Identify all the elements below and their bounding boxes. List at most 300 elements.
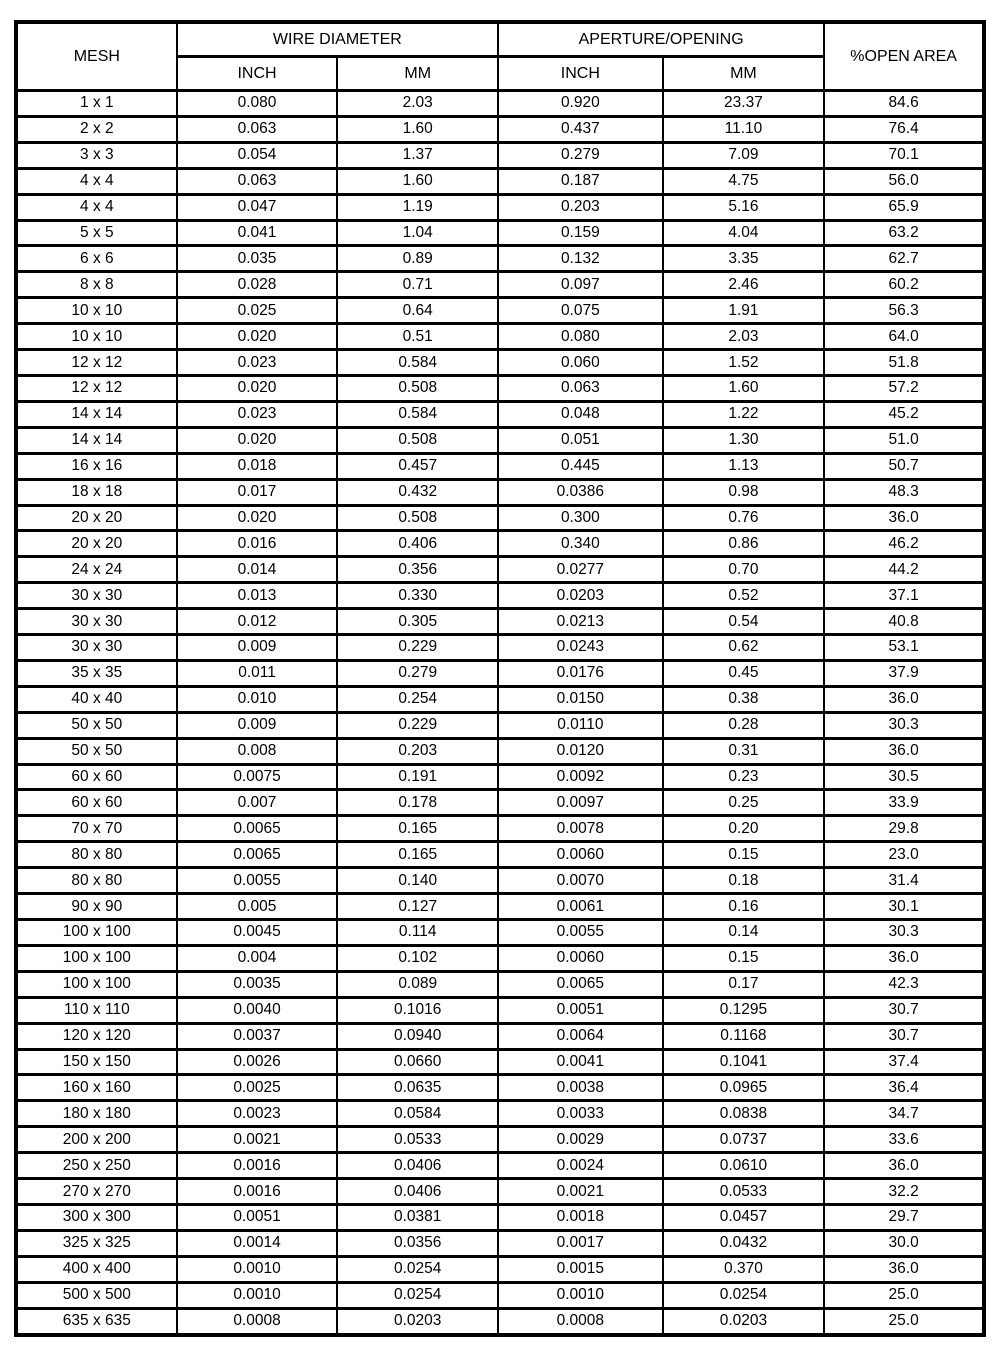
table-row	[16, 168, 984, 194]
value-cell: 84.6	[824, 91, 984, 117]
value-cell: 0.0021	[177, 1127, 338, 1153]
value-cell: 36.0	[824, 505, 984, 531]
mesh-cell: 250 x 250	[16, 1153, 177, 1179]
value-cell: 0.14	[663, 920, 825, 946]
mesh-cell: 12 x 12	[16, 350, 177, 376]
table-body	[16, 91, 984, 1336]
table-row	[16, 1049, 984, 1075]
value-cell: 0.028	[177, 272, 338, 298]
value-cell: 0.584	[337, 401, 498, 427]
value-cell: 0.0045	[177, 920, 338, 946]
value-cell: 0.300	[498, 505, 663, 531]
value-cell: 0.0008	[498, 1308, 663, 1335]
value-cell: 0.080	[498, 324, 663, 350]
table-row	[16, 401, 984, 427]
table-row	[16, 583, 984, 609]
value-cell: 0.023	[177, 350, 338, 376]
value-cell: 0.28	[663, 712, 825, 738]
value-cell: 0.132	[498, 246, 663, 272]
value-cell: 0.0010	[177, 1282, 338, 1308]
table-row	[16, 868, 984, 894]
mesh-cell: 50 x 50	[16, 738, 177, 764]
value-cell: 0.445	[498, 453, 663, 479]
value-cell: 0.203	[498, 194, 663, 220]
value-cell: 0.0381	[337, 1204, 498, 1230]
value-cell: 30.1	[824, 894, 984, 920]
value-cell: 0.0406	[337, 1179, 498, 1205]
value-cell: 1.91	[663, 298, 825, 324]
table-row	[16, 1179, 984, 1205]
table-row	[16, 142, 984, 168]
value-cell: 0.018	[177, 453, 338, 479]
value-cell: 0.437	[498, 116, 663, 142]
mesh-cell: 18 x 18	[16, 479, 177, 505]
value-cell: 0.17	[663, 971, 825, 997]
value-cell: 36.0	[824, 945, 984, 971]
value-cell: 0.1295	[663, 997, 825, 1023]
value-cell: 0.229	[337, 635, 498, 661]
value-cell: 0.18	[663, 868, 825, 894]
value-cell: 0.0051	[498, 997, 663, 1023]
value-cell: 0.508	[337, 505, 498, 531]
value-cell: 4.75	[663, 168, 825, 194]
value-cell: 0.023	[177, 401, 338, 427]
value-cell: 0.0023	[177, 1101, 338, 1127]
value-cell: 3.35	[663, 246, 825, 272]
table-row	[16, 1127, 984, 1153]
mesh-cell: 24 x 24	[16, 557, 177, 583]
value-cell: 33.9	[824, 790, 984, 816]
value-cell: 0.089	[337, 971, 498, 997]
value-cell: 51.8	[824, 350, 984, 376]
value-cell: 0.0065	[177, 816, 338, 842]
table-row	[16, 324, 984, 350]
header-open-area: %OPEN AREA	[824, 22, 984, 91]
value-cell: 0.64	[337, 298, 498, 324]
value-cell: 36.0	[824, 1153, 984, 1179]
value-cell: 37.9	[824, 660, 984, 686]
value-cell: 51.0	[824, 427, 984, 453]
value-cell: 0.054	[177, 142, 338, 168]
value-cell: 30.7	[824, 1023, 984, 1049]
value-cell: 33.6	[824, 1127, 984, 1153]
value-cell: 0.0277	[498, 557, 663, 583]
value-cell: 2.03	[337, 91, 498, 117]
mesh-cell: 120 x 120	[16, 1023, 177, 1049]
table-row	[16, 635, 984, 661]
value-cell: 0.0010	[177, 1256, 338, 1282]
table-row	[16, 531, 984, 557]
value-cell: 0.0029	[498, 1127, 663, 1153]
mesh-cell: 6 x 6	[16, 246, 177, 272]
header-wire-mm: MM	[337, 57, 498, 91]
value-cell: 36.4	[824, 1075, 984, 1101]
value-cell: 5.16	[663, 194, 825, 220]
table-row	[16, 920, 984, 946]
value-cell: 0.060	[498, 350, 663, 376]
value-cell: 0.0097	[498, 790, 663, 816]
value-cell: 34.7	[824, 1101, 984, 1127]
value-cell: 53.1	[824, 635, 984, 661]
value-cell: 0.0406	[337, 1153, 498, 1179]
value-cell: 0.011	[177, 660, 338, 686]
value-cell: 25.0	[824, 1282, 984, 1308]
value-cell: 23.37	[663, 91, 825, 117]
value-cell: 76.4	[824, 116, 984, 142]
mesh-cell: 110 x 110	[16, 997, 177, 1023]
mesh-cell: 20 x 20	[16, 531, 177, 557]
header-aperture-inch: INCH	[498, 57, 663, 91]
value-cell: 1.60	[663, 375, 825, 401]
table-row	[16, 712, 984, 738]
value-cell: 0.0203	[498, 583, 663, 609]
value-cell: 0.86	[663, 531, 825, 557]
value-cell: 0.15	[663, 842, 825, 868]
value-cell: 0.254	[337, 686, 498, 712]
value-cell: 0.008	[177, 738, 338, 764]
value-cell: 0.0014	[177, 1230, 338, 1256]
value-cell: 0.76	[663, 505, 825, 531]
value-cell: 4.04	[663, 220, 825, 246]
mesh-cell: 14 x 14	[16, 401, 177, 427]
value-cell: 0.508	[337, 375, 498, 401]
value-cell: 0.0025	[177, 1075, 338, 1101]
value-cell: 0.0243	[498, 635, 663, 661]
value-cell: 0.0065	[498, 971, 663, 997]
value-cell: 0.70	[663, 557, 825, 583]
value-cell: 0.0038	[498, 1075, 663, 1101]
value-cell: 0.178	[337, 790, 498, 816]
value-cell: 0.0356	[337, 1230, 498, 1256]
mesh-cell: 1 x 1	[16, 91, 177, 117]
mesh-cell: 40 x 40	[16, 686, 177, 712]
value-cell: 70.1	[824, 142, 984, 168]
value-cell: 0.51	[337, 324, 498, 350]
value-cell: 0.229	[337, 712, 498, 738]
value-cell: 37.4	[824, 1049, 984, 1075]
value-cell: 0.009	[177, 635, 338, 661]
mesh-cell: 2 x 2	[16, 116, 177, 142]
value-cell: 0.0015	[498, 1256, 663, 1282]
mesh-cell: 150 x 150	[16, 1049, 177, 1075]
value-cell: 0.191	[337, 764, 498, 790]
mesh-cell: 635 x 635	[16, 1308, 177, 1335]
value-cell: 0.140	[337, 868, 498, 894]
mesh-cell: 30 x 30	[16, 583, 177, 609]
value-cell: 0.020	[177, 324, 338, 350]
value-cell: 0.0457	[663, 1204, 825, 1230]
table-row	[16, 764, 984, 790]
header-wire-diameter: WIRE DIAMETER	[177, 22, 498, 57]
mesh-specification-table	[14, 20, 986, 1337]
mesh-cell: 160 x 160	[16, 1075, 177, 1101]
value-cell: 0.159	[498, 220, 663, 246]
value-cell: 0.0635	[337, 1075, 498, 1101]
value-cell: 0.0254	[337, 1282, 498, 1308]
table-row	[16, 1308, 984, 1335]
table-row	[16, 738, 984, 764]
value-cell: 0.0041	[498, 1049, 663, 1075]
mesh-cell: 30 x 30	[16, 609, 177, 635]
value-cell: 0.0660	[337, 1049, 498, 1075]
mesh-cell: 90 x 90	[16, 894, 177, 920]
value-cell: 42.3	[824, 971, 984, 997]
value-cell: 0.0386	[498, 479, 663, 505]
value-cell: 0.0033	[498, 1101, 663, 1127]
table-row	[16, 272, 984, 298]
value-cell: 29.7	[824, 1204, 984, 1230]
value-cell: 0.0432	[663, 1230, 825, 1256]
mesh-cell: 60 x 60	[16, 790, 177, 816]
value-cell: 0.007	[177, 790, 338, 816]
value-cell: 0.005	[177, 894, 338, 920]
value-cell: 0.0017	[498, 1230, 663, 1256]
header-aperture-opening: APERTURE/OPENING	[498, 22, 824, 57]
table-row	[16, 375, 984, 401]
header-wire-inch: INCH	[177, 57, 338, 91]
mesh-cell: 4 x 4	[16, 168, 177, 194]
table-row	[16, 298, 984, 324]
value-cell: 0.203	[337, 738, 498, 764]
value-cell: 7.09	[663, 142, 825, 168]
value-cell: 30.7	[824, 997, 984, 1023]
mesh-cell: 500 x 500	[16, 1282, 177, 1308]
value-cell: 0.0070	[498, 868, 663, 894]
value-cell: 56.3	[824, 298, 984, 324]
mesh-cell: 100 x 100	[16, 971, 177, 997]
value-cell: 0.004	[177, 945, 338, 971]
value-cell: 0.025	[177, 298, 338, 324]
value-cell: 0.0051	[177, 1204, 338, 1230]
value-cell: 0.041	[177, 220, 338, 246]
value-cell: 0.279	[498, 142, 663, 168]
table-row	[16, 842, 984, 868]
value-cell: 0.051	[498, 427, 663, 453]
value-cell: 1.52	[663, 350, 825, 376]
value-cell: 0.330	[337, 583, 498, 609]
value-cell: 0.097	[498, 272, 663, 298]
value-cell: 0.340	[498, 531, 663, 557]
value-cell: 1.37	[337, 142, 498, 168]
value-cell: 0.0213	[498, 609, 663, 635]
value-cell: 0.035	[177, 246, 338, 272]
value-cell: 0.0838	[663, 1101, 825, 1127]
table-header	[16, 22, 984, 91]
value-cell: 0.0055	[177, 868, 338, 894]
value-cell: 0.0060	[498, 945, 663, 971]
value-cell: 46.2	[824, 531, 984, 557]
mesh-cell: 30 x 30	[16, 635, 177, 661]
value-cell: 0.54	[663, 609, 825, 635]
value-cell: 0.0150	[498, 686, 663, 712]
value-cell: 0.1041	[663, 1049, 825, 1075]
value-cell: 50.7	[824, 453, 984, 479]
value-cell: 44.2	[824, 557, 984, 583]
value-cell: 2.46	[663, 272, 825, 298]
mesh-cell: 10 x 10	[16, 298, 177, 324]
mesh-cell: 35 x 35	[16, 660, 177, 686]
value-cell: 0.012	[177, 609, 338, 635]
value-cell: 62.7	[824, 246, 984, 272]
value-cell: 0.0110	[498, 712, 663, 738]
table-row	[16, 116, 984, 142]
value-cell: 0.0254	[337, 1256, 498, 1282]
table-row	[16, 557, 984, 583]
value-cell: 0.048	[498, 401, 663, 427]
value-cell: 0.075	[498, 298, 663, 324]
value-cell: 0.102	[337, 945, 498, 971]
value-cell: 0.0584	[337, 1101, 498, 1127]
value-cell: 0.0065	[177, 842, 338, 868]
value-cell: 25.0	[824, 1308, 984, 1335]
value-cell: 0.370	[663, 1256, 825, 1282]
value-cell: 0.0533	[663, 1179, 825, 1205]
value-cell: 0.457	[337, 453, 498, 479]
table-row	[16, 1230, 984, 1256]
value-cell: 37.1	[824, 583, 984, 609]
value-cell: 48.3	[824, 479, 984, 505]
value-cell: 0.0008	[177, 1308, 338, 1335]
value-cell: 0.98	[663, 479, 825, 505]
value-cell: 0.020	[177, 505, 338, 531]
table-row	[16, 246, 984, 272]
value-cell: 0.38	[663, 686, 825, 712]
table-row	[16, 660, 984, 686]
value-cell: 0.0120	[498, 738, 663, 764]
table-row	[16, 686, 984, 712]
value-cell: 0.89	[337, 246, 498, 272]
mesh-cell: 16 x 16	[16, 453, 177, 479]
value-cell: 0.45	[663, 660, 825, 686]
value-cell: 0.0064	[498, 1023, 663, 1049]
mesh-cell: 100 x 100	[16, 920, 177, 946]
value-cell: 0.063	[177, 168, 338, 194]
value-cell: 0.0176	[498, 660, 663, 686]
value-cell: 0.16	[663, 894, 825, 920]
value-cell: 11.10	[663, 116, 825, 142]
mesh-cell: 70 x 70	[16, 816, 177, 842]
mesh-cell: 180 x 180	[16, 1101, 177, 1127]
value-cell: 0.0026	[177, 1049, 338, 1075]
mesh-cell: 5 x 5	[16, 220, 177, 246]
value-cell: 0.047	[177, 194, 338, 220]
table-row	[16, 894, 984, 920]
value-cell: 0.71	[337, 272, 498, 298]
mesh-cell: 80 x 80	[16, 842, 177, 868]
value-cell: 0.279	[337, 660, 498, 686]
value-cell: 64.0	[824, 324, 984, 350]
table-row	[16, 479, 984, 505]
table-row	[16, 790, 984, 816]
header-aperture-mm: MM	[663, 57, 825, 91]
table-row	[16, 453, 984, 479]
table-row	[16, 1282, 984, 1308]
value-cell: 0.920	[498, 91, 663, 117]
table-row	[16, 194, 984, 220]
table-row	[16, 350, 984, 376]
value-cell: 36.0	[824, 1256, 984, 1282]
mesh-cell: 4 x 4	[16, 194, 177, 220]
value-cell: 0.080	[177, 91, 338, 117]
table-row	[16, 220, 984, 246]
table-row	[16, 1153, 984, 1179]
value-cell: 1.22	[663, 401, 825, 427]
mesh-cell: 12 x 12	[16, 375, 177, 401]
value-cell: 0.0021	[498, 1179, 663, 1205]
table-row	[16, 1075, 984, 1101]
mesh-cell: 400 x 400	[16, 1256, 177, 1282]
value-cell: 0.187	[498, 168, 663, 194]
mesh-cell: 20 x 20	[16, 505, 177, 531]
value-cell: 0.017	[177, 479, 338, 505]
value-cell: 0.0610	[663, 1153, 825, 1179]
value-cell: 0.0040	[177, 997, 338, 1023]
value-cell: 0.014	[177, 557, 338, 583]
value-cell: 30.3	[824, 712, 984, 738]
value-cell: 0.0016	[177, 1179, 338, 1205]
value-cell: 63.2	[824, 220, 984, 246]
mesh-cell: 200 x 200	[16, 1127, 177, 1153]
value-cell: 31.4	[824, 868, 984, 894]
value-cell: 65.9	[824, 194, 984, 220]
table-row	[16, 816, 984, 842]
table-row	[16, 945, 984, 971]
value-cell: 0.584	[337, 350, 498, 376]
value-cell: 30.0	[824, 1230, 984, 1256]
value-cell: 57.2	[824, 375, 984, 401]
value-cell: 1.60	[337, 116, 498, 142]
value-cell: 0.016	[177, 531, 338, 557]
value-cell: 0.063	[177, 116, 338, 142]
value-cell: 0.165	[337, 842, 498, 868]
value-cell: 0.432	[337, 479, 498, 505]
mesh-cell: 100 x 100	[16, 945, 177, 971]
value-cell: 30.3	[824, 920, 984, 946]
value-cell: 0.020	[177, 427, 338, 453]
value-cell: 36.0	[824, 738, 984, 764]
mesh-cell: 50 x 50	[16, 712, 177, 738]
value-cell: 0.305	[337, 609, 498, 635]
table-row	[16, 91, 984, 117]
value-cell: 1.13	[663, 453, 825, 479]
value-cell: 0.010	[177, 686, 338, 712]
value-cell: 23.0	[824, 842, 984, 868]
value-cell: 0.1168	[663, 1023, 825, 1049]
value-cell: 0.508	[337, 427, 498, 453]
mesh-cell: 270 x 270	[16, 1179, 177, 1205]
value-cell: 0.0075	[177, 764, 338, 790]
value-cell: 0.0078	[498, 816, 663, 842]
table-row	[16, 971, 984, 997]
mesh-cell: 8 x 8	[16, 272, 177, 298]
value-cell: 2.03	[663, 324, 825, 350]
value-cell: 0.356	[337, 557, 498, 583]
mesh-cell: 60 x 60	[16, 764, 177, 790]
value-cell: 0.063	[498, 375, 663, 401]
value-cell: 36.0	[824, 686, 984, 712]
value-cell: 0.009	[177, 712, 338, 738]
mesh-cell: 14 x 14	[16, 427, 177, 453]
value-cell: 0.165	[337, 816, 498, 842]
mesh-cell: 300 x 300	[16, 1204, 177, 1230]
value-cell: 29.8	[824, 816, 984, 842]
value-cell: 0.0092	[498, 764, 663, 790]
value-cell: 0.31	[663, 738, 825, 764]
value-cell: 1.30	[663, 427, 825, 453]
table-row	[16, 997, 984, 1023]
value-cell: 0.0061	[498, 894, 663, 920]
table-row	[16, 1023, 984, 1049]
